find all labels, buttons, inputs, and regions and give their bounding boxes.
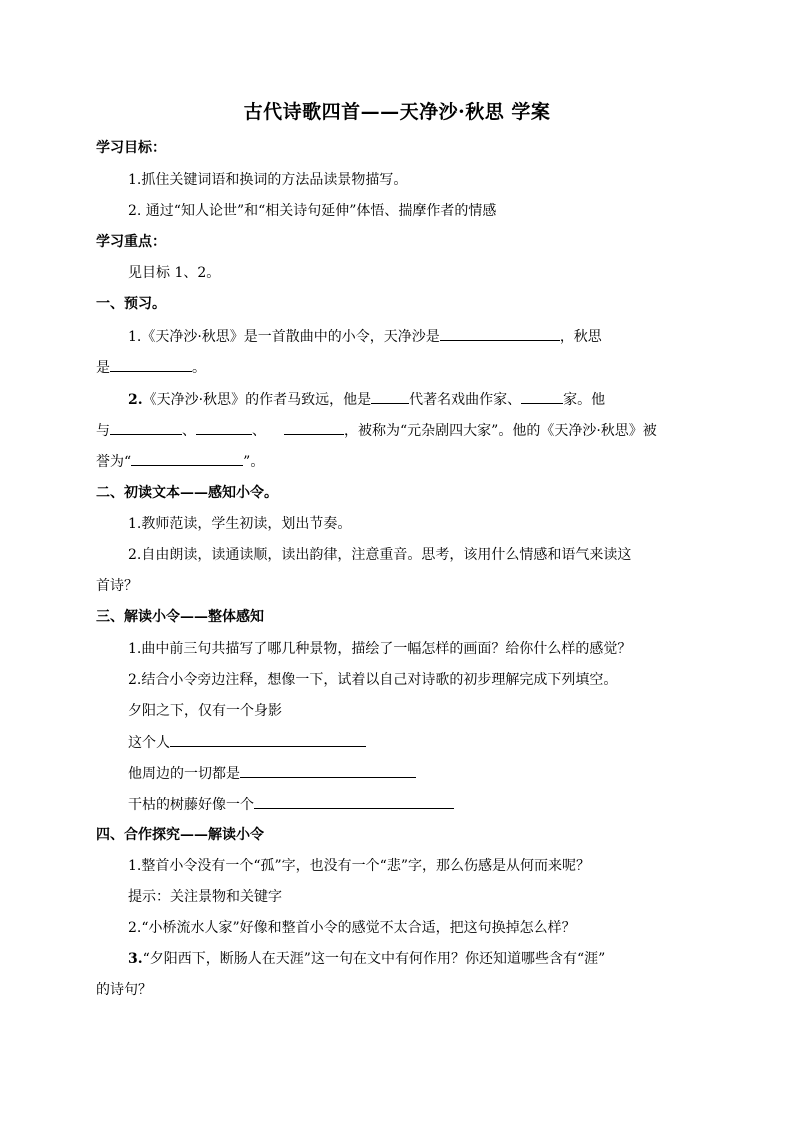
fill-line-4-text: 干枯的树藤好像一个: [128, 797, 254, 813]
section3-item-2: 2.结合小令旁边注释，想像一下，试着以自己对诗歌的初步理解完成下列填空。: [128, 672, 618, 688]
section4-item-3-line2: 的诗句？: [96, 982, 152, 998]
answer-blank[interactable]: [131, 451, 243, 466]
focus-text: 见目标 1、2。: [128, 265, 221, 281]
preview-q2-text-b: 代著名戏曲作家、: [409, 392, 522, 408]
preview-q1-text-d: 。: [192, 360, 206, 376]
preview-q2-line1: [128, 389, 698, 410]
answer-blank[interactable]: [521, 389, 563, 404]
fill-line-1: 夕阳之下，仅有一个身影: [128, 703, 282, 719]
preview-q2-line2: [96, 420, 698, 441]
section4-hint: 提示：关注景物和关键字: [128, 889, 282, 905]
preview-q1-line1: [128, 326, 698, 347]
answer-blank[interactable]: [170, 732, 366, 747]
section4-heading: 四、合作探究——解读小令: [96, 827, 264, 843]
section2-item-2-line2: 首诗？: [96, 578, 138, 594]
preview-q2-text-g: ”。: [243, 454, 265, 470]
focus-heading: 学习重点：: [96, 234, 166, 250]
section4-item-3-text: “夕阳西下，断肠人在天涯”这一句在文中有何作用？你还知道哪些含有“涯”: [142, 951, 606, 967]
answer-blank[interactable]: [240, 763, 416, 778]
section3-heading: 三、解读小令——整体感知: [96, 609, 264, 625]
answer-blank[interactable]: [196, 420, 252, 435]
answer-blank[interactable]: [371, 389, 409, 404]
section1-heading: 一、预习。: [96, 296, 166, 312]
preview-q2-text-c: 家。他: [563, 392, 606, 408]
section2-item-1: 1.教师范读，学生初读，划出节奏。: [128, 516, 352, 532]
document-title: 古代诗歌四首——天净沙·秋思 学案: [243, 101, 551, 123]
section3-item-1: 1.曲中前三句共描写了哪几种景物，描绘了一幅怎样的画面？给你什么样的感觉？: [128, 641, 632, 657]
objective-item-1: 1.抓住关键词语和换词的方法品读景物描写。: [128, 172, 408, 188]
answer-blank[interactable]: [254, 794, 454, 809]
fill-line-3: [128, 763, 698, 784]
preview-q2-text-d: 与: [96, 423, 110, 439]
preview-q2-text-e: ，被称为“元杂剧四大家”。他的《天净沙·秋思》被: [344, 423, 657, 439]
preview-q2-line3: [96, 451, 698, 472]
preview-q1-line2: [96, 357, 698, 378]
fill-line-4: [128, 794, 698, 815]
preview-q2-text-f: 誉为“: [96, 454, 132, 470]
preview-q1-text-a: 1.《天净沙·秋思》是一首散曲中的小令，天净沙是: [128, 329, 440, 345]
preview-q2-sep1: 、: [182, 423, 196, 439]
section4-item-3-number: 3.: [128, 951, 143, 967]
section2-item-2-line1: 2.自由朗读，读通读顺，读出韵律，注意重音。思考，该用什么情感和语气来读这: [128, 547, 632, 563]
preview-q2-number: 2.: [128, 392, 143, 408]
preview-q1-text-c: 是: [96, 360, 110, 376]
answer-blank[interactable]: [440, 326, 560, 341]
section4-item-1: 1.整首小令没有一个“孤”字，也没有一个“悲”字，那么伤感是从何而来呢？: [128, 858, 590, 874]
section4-item-2: 2.“小桥流水人家”好像和整首小令的感觉不太合适，把这句换掉怎么样？: [128, 920, 576, 936]
preview-q2-text-a: 《天净沙·秋思》的作者马致远，他是: [142, 392, 372, 408]
preview-q2-sep2: 、: [252, 423, 266, 439]
preview-q1-text-b: ，秋思: [559, 329, 602, 345]
answer-blank[interactable]: [110, 357, 192, 372]
answer-blank[interactable]: [110, 420, 182, 435]
fill-line-2: [128, 732, 698, 753]
section4-item-3-line1: [128, 949, 698, 969]
section2-heading: 二、初读文本——感知小令。: [96, 485, 278, 501]
answer-blank[interactable]: [284, 420, 344, 435]
objectives-heading: 学习目标：: [96, 140, 166, 156]
fill-line-2-text: 这个人: [128, 735, 170, 751]
fill-line-3-text: 他周边的一切都是: [128, 766, 240, 782]
objective-item-2: 2. 通过“知人论世”和“相关诗句延伸”体悟、揣摩作者的情感: [128, 203, 497, 219]
